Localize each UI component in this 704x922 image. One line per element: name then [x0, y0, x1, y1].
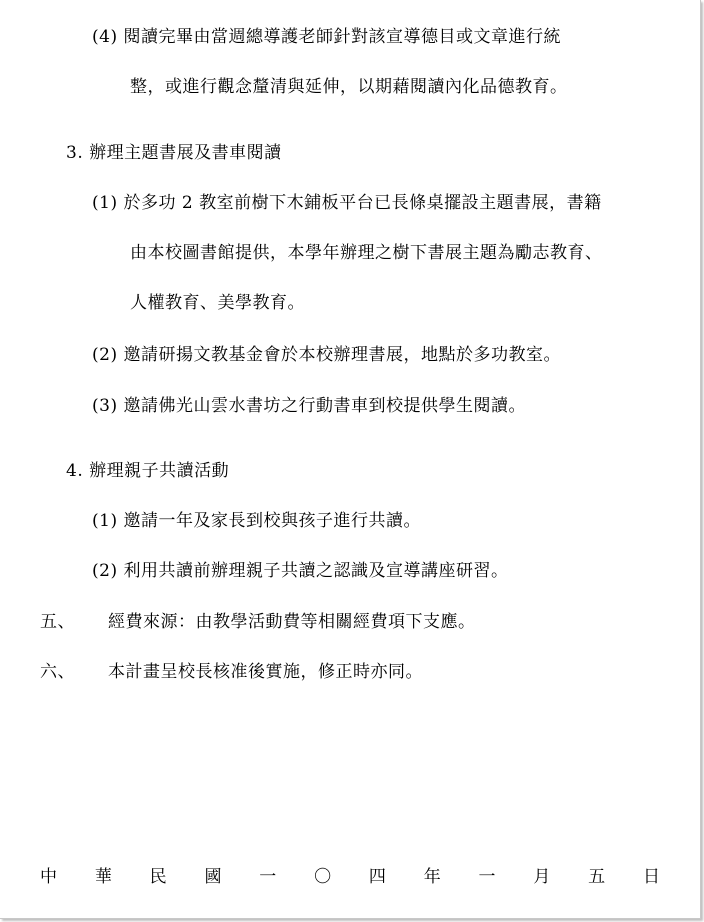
- section-6-label: 六、: [40, 662, 75, 682]
- item-text: 邀請一年及家長到校與孩子進行共讀。: [123, 511, 421, 531]
- section-6-text: 本計畫呈校長核准後實施，修正時亦同。: [108, 662, 423, 682]
- item-4-line-2: 整，或進行觀念釐清與延伸，以期藉閱讀內化品德教育。: [130, 77, 568, 97]
- date-char: 民: [149, 867, 167, 887]
- item-text: 利用共讀前辦理親子共讀之認識及宣導講座研習。: [123, 561, 509, 581]
- date-char: 中: [40, 867, 57, 887]
- date-char: 一: [259, 867, 277, 887]
- item-label: (1): [92, 511, 118, 531]
- date-char: 五: [588, 867, 606, 887]
- item-label: (2): [92, 561, 118, 581]
- item-3-2: [92, 344, 561, 366]
- item-4-title: 4. 辦理親子共讀活動: [66, 461, 230, 481]
- item-3-3: [92, 395, 526, 417]
- date-char: 華: [94, 867, 112, 887]
- date-char: 月: [533, 867, 551, 887]
- item-4-line-1: [92, 26, 561, 48]
- item-label: (3): [92, 396, 118, 416]
- item-3-1-line-3: 人權教育、美學教育。: [130, 293, 305, 313]
- section-5-text: 經費來源：由教學活動費等相關經費項下支應。: [108, 612, 476, 632]
- item-3-1-line-2: 由本校圖書館提供，本學年辦理之樹下書展主題為勵志教育、: [130, 243, 603, 263]
- document-date: [40, 862, 660, 887]
- item-4-1: [92, 510, 421, 532]
- item-3-title: 3. 辦理主題書展及書車閱讀: [66, 143, 282, 163]
- date-char: 〇: [314, 867, 332, 887]
- item-label: (1): [92, 193, 118, 213]
- date-char: 年: [423, 867, 441, 887]
- date-char: 國: [204, 867, 222, 887]
- item-text: 邀請研揚文教基金會於本校辦理書展，地點於多功教室。: [123, 345, 561, 365]
- item-4-2: [92, 560, 509, 582]
- date-char: 一: [478, 867, 496, 887]
- item-text: 閱讀完畢由當週總導護老師針對該宣導德目或文章進行統: [123, 27, 561, 47]
- item-text: 於多功 2 教室前樹下木鋪板平台已長條桌擺設主題書展，書籍: [123, 193, 602, 213]
- date-char: 日: [642, 867, 660, 887]
- item-label: (2): [92, 345, 118, 365]
- item-label: (4): [92, 27, 118, 47]
- section-5-label: 五、: [40, 612, 75, 632]
- item-text: 邀請佛光山雲水書坊之行動書車到校提供學生閱讀。: [123, 396, 526, 416]
- date-char: 四: [368, 867, 386, 887]
- item-3-1-line-1: [92, 192, 602, 214]
